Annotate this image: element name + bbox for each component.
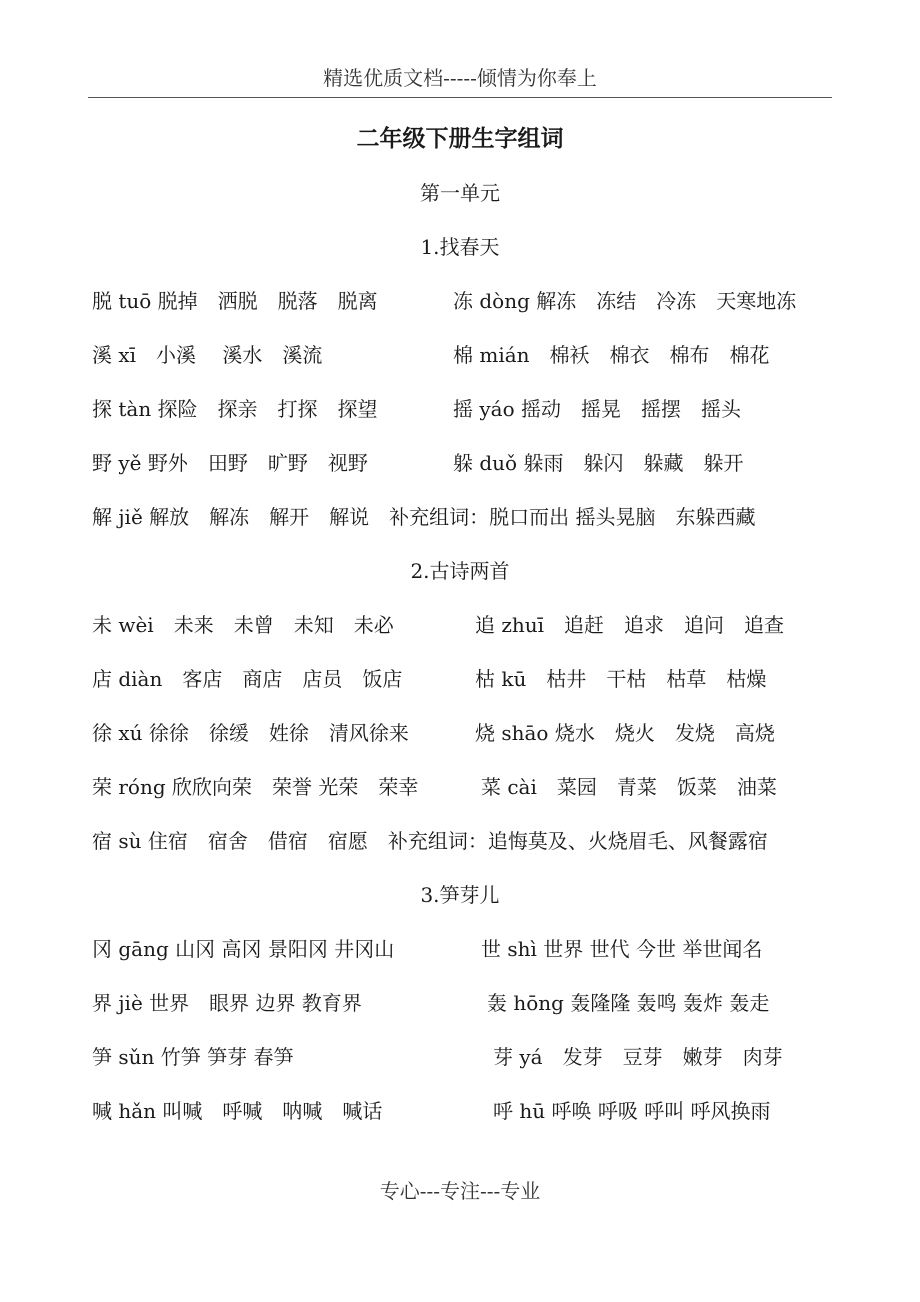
word-row [92, 1095, 860, 1125]
word-entry: 界 jiè 世界 眼界 边界 教育界 [92, 991, 362, 1015]
word-row [92, 825, 860, 855]
page-header: 精选优质文档-----倾情为你奉上 [323, 66, 597, 90]
section-title: 3.笋芽儿 [420, 883, 500, 907]
word-entry: 探 tàn 探险 探亲 打探 探望 [92, 397, 378, 421]
word-entry: 棉 mián 棉袄 棉衣 棉布 棉花 [453, 343, 770, 367]
word-entry: 菜 cài 菜园 青菜 饭菜 油菜 [481, 775, 777, 799]
section-title: 1.找春天 [420, 235, 500, 259]
word-entry: 枯 kū 枯井 干枯 枯草 枯燥 [475, 667, 767, 691]
word-row [92, 501, 860, 531]
word-entry: 野 yě 野外 田野 旷野 视野 [92, 451, 368, 475]
word-row [92, 933, 860, 963]
word-entry: 宿 sù 住宿 宿舍 借宿 宿愿 补充组词：追悔莫及、火烧眉毛、风餐露宿 [92, 829, 768, 853]
word-entry: 冻 dòng 解冻 冻结 冷冻 天寒地冻 [453, 289, 797, 313]
page-footer: 专心---专注---专业 [379, 1179, 541, 1203]
word-entry: 追 zhuī 追赶 追求 追问 追查 [475, 613, 785, 637]
word-entry: 脱 tuō 脱掉 洒脱 脱落 脱离 [92, 289, 378, 313]
word-row [92, 987, 860, 1017]
word-row [92, 609, 860, 639]
word-entry: 溪 xī 小溪 溪水 溪流 [92, 343, 323, 367]
word-row [92, 447, 860, 477]
header-divider [88, 97, 832, 98]
word-row [92, 771, 860, 801]
word-entry: 摇 yáo 摇动 摇晃 摇摆 摇头 [453, 397, 741, 421]
word-entry: 荣 róng 欣欣向荣 荣誉 光荣 荣幸 [92, 775, 419, 799]
word-entry: 解 jiě 解放 解冻 解开 解说 补充组词：脱口而出 摇头晃脑 东躲西藏 [92, 505, 756, 529]
word-entry: 店 diàn 客店 商店 店员 饭店 [92, 667, 403, 691]
document-title: 二年级下册生字组词 [356, 125, 564, 152]
word-row [92, 393, 860, 423]
word-row [92, 717, 860, 747]
word-entry: 轰 hōng 轰隆隆 轰鸣 轰炸 轰走 [487, 991, 770, 1015]
word-entry: 冈 gāng 山冈 高冈 景阳冈 井冈山 [92, 937, 395, 961]
unit-title: 第一单元 [420, 181, 500, 205]
word-row [92, 285, 860, 315]
word-entry: 笋 sǔn 竹笋 笋芽 春笋 [92, 1045, 294, 1069]
word-entry: 喊 hǎn 叫喊 呼喊 呐喊 喊话 [92, 1099, 383, 1123]
word-row [92, 1041, 860, 1071]
word-entry: 徐 xú 徐徐 徐缓 姓徐 清风徐来 [92, 721, 409, 745]
word-entry: 未 wèi 未来 未曾 未知 未必 [92, 613, 394, 637]
word-entry: 世 shì 世界 世代 今世 举世闻名 [481, 937, 763, 961]
word-entry: 躲 duǒ 躲雨 躲闪 躲藏 躲开 [453, 451, 744, 475]
word-entry: 烧 shāo 烧水 烧火 发烧 高烧 [475, 721, 775, 745]
section-title: 2.古诗两首 [410, 559, 510, 583]
word-row [92, 663, 860, 693]
word-entry: 芽 yá 发芽 豆芽 嫩芽 肉芽 [493, 1045, 783, 1069]
word-entry: 呼 hū 呼唤 呼吸 呼叫 呼风换雨 [493, 1099, 771, 1123]
word-row [92, 339, 860, 369]
